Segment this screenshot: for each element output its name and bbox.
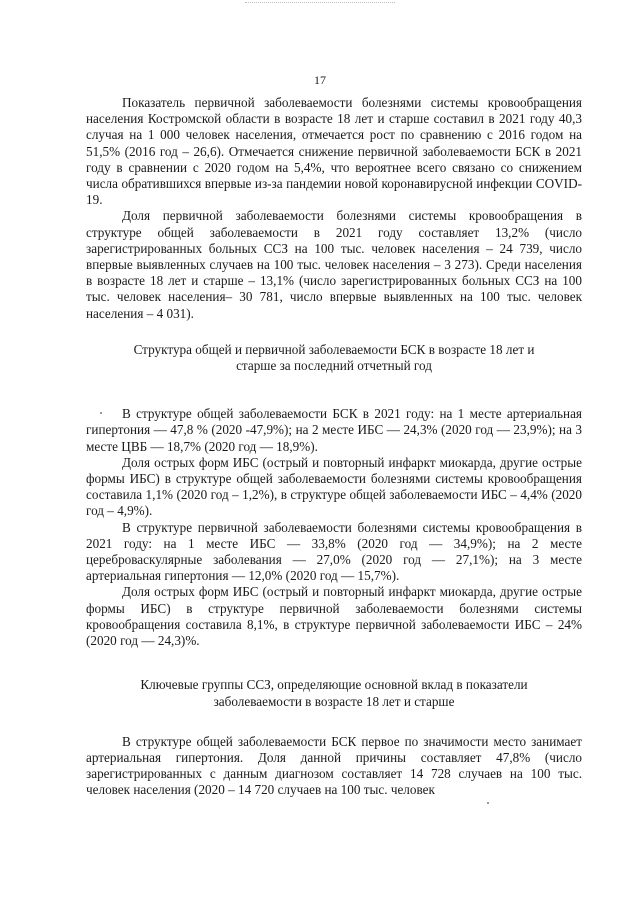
paragraph: Доля острых форм ИБС (острый и повторный инфаркт миокарда, другие острые формы ИБС) в структуре общей заболеваемости болезнями системы кровообращения составила 1,1% (2020 год – 1,2%), в структуре общей заболеваемости ИБС – 4,4% (2020 год – 4,9%). — [86, 454, 582, 519]
section-heading-key-groups — [86, 677, 582, 709]
scan-speck — [487, 802, 489, 804]
heading-line: старше за последний отчетный год — [236, 358, 432, 374]
page-number: 17 — [314, 73, 326, 87]
paragraph: В структуре первичной заболеваемости болезнями системы кровообращения в 2021 году: на 1 месте ИБС — 33,8% (2020 год — 34,9%); на 2 месте цереброваскулярные заболевания — 27,0% (2020 год — 27,1%); на 3 месте артериальная гипертония — 12,0% (2020 год — 15,7%). — [86, 519, 582, 584]
paragraph: В структуре общей заболеваемости БСК первое по значимости место занимает артериальная гипертония. Доля данной причины составляет 47,8% (число зарегистрированных с данным диагнозом составляет 14 728 случаев на 100 тыс. человек населения (2020 – 14 720 случаев на 100 тыс. человек — [86, 733, 582, 798]
scan-header-marks — [245, 2, 395, 7]
document-body — [86, 95, 582, 799]
paragraph: В структуре общей заболеваемости БСК в 2021 году: на 1 месте артериальная гипертония — 47,8 % (2020 -47,9%); на 2 месте ИБС — 24,3% (2020 год — 23,9%); на 3 месте ЦВБ — 18,7% (2020 год — 18,9%). — [86, 406, 582, 454]
paragraph: Показатель первичной заболеваемости болезнями системы кровообращения населения Костромской области в возрасте 18 лет и старше составил в 2021 году 40,3 случая на 1 000 человек населения, отмечается рост по сравнению с 2016 годом на 51,5% (2016 год – 26,6). Отмечается снижение первичной заболеваемости БСК в 2021 году в сравнении с 2020 годом на 5,4%, что вероятнее всего связано со снижением числа обратившихся впервые из-за пандемии новой коронавирусной инфекции COVID-19. — [86, 95, 582, 208]
heading-line: заболеваемости в возрасте 18 лет и старше — [213, 693, 455, 709]
paragraph: Доля острых форм ИБС (острый и повторный инфаркт миокарда, другие острые формы ИБС) в структуре первичной заболеваемости болезнями системы кровообращения составила 8,1%, в структуре первичной заболеваемости ИБС – 24% (2020 год — 24,3)%. — [86, 584, 582, 649]
section-heading-structure — [86, 342, 582, 374]
paragraph: Доля первичной заболеваемости болезнями системы кровообращения в структуре общей заболеваемости в 2021 году составляет 13,2% (число зарегистрированных больных ССЗ на 100 тыс. человек населения – 24 739, число впервые выявленных случаев на 100 тыс. человек населения – 3 273). Среди населения в возрасте 18 лет и старше – 13,1% (число зарегистрированных больных ССЗ на 100 тыс. человек населения– 30 781, число впервые выявленных на 100 тыс. человек населения – 4 031). — [86, 208, 582, 321]
scan-speck — [100, 412, 102, 414]
heading-line: Структура общей и первичной заболеваемости БСК в возрасте 18 лет и — [133, 341, 535, 357]
heading-line: Ключевые группы ССЗ, определяющие основной вклад в показатели — [140, 677, 528, 693]
